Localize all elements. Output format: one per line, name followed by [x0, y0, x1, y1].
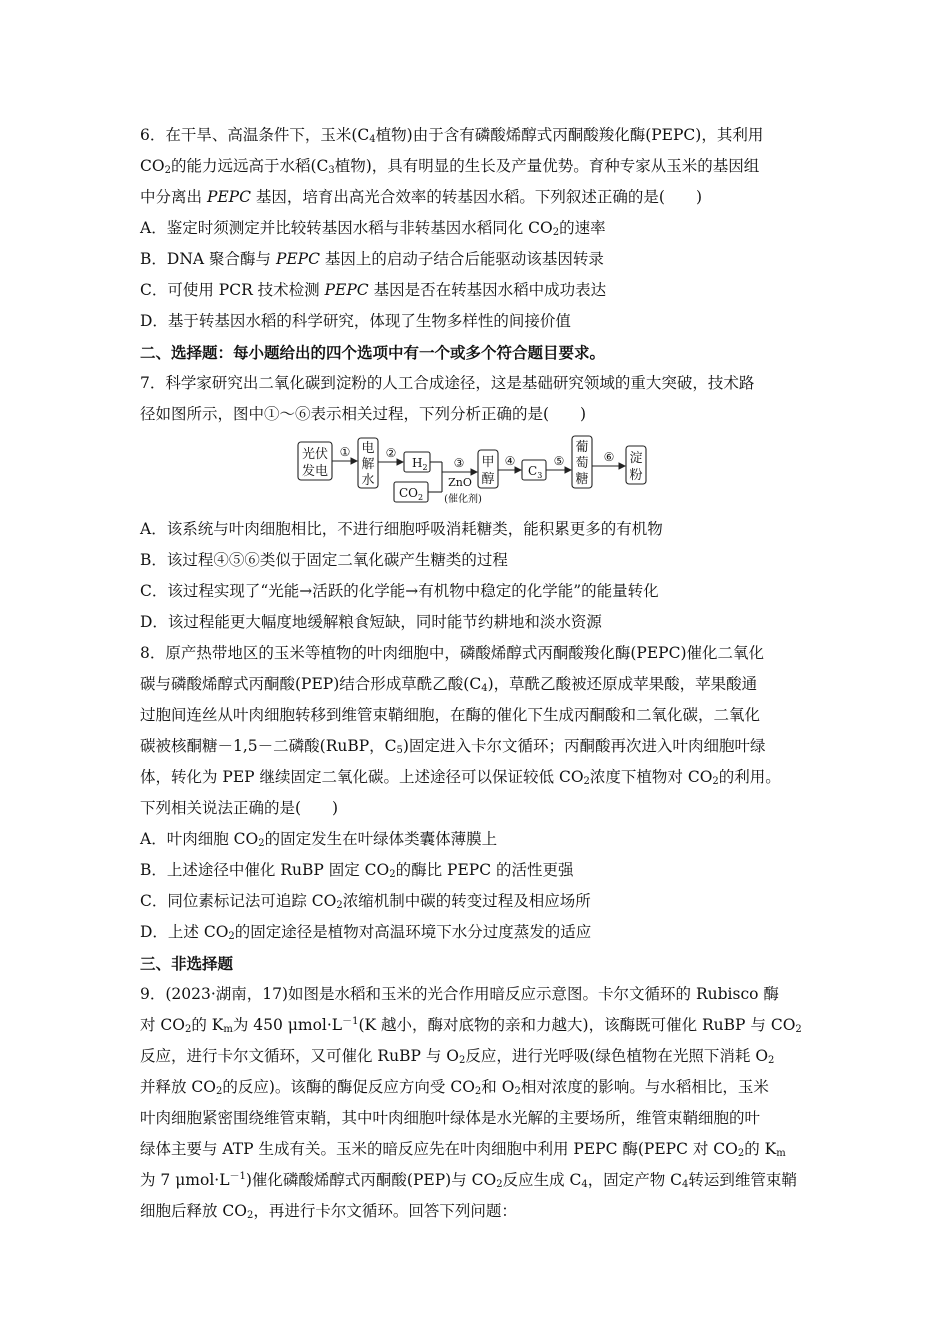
q9-stem-line-1: 9．(2023·湖南，17)如图是水稻和玉米的光合作用暗反应示意图。卡尔文循环的 Rubisco 酶 — [140, 985, 779, 1003]
q6-option-c: C．可使用 PCR 技术检测 PEPC 基因是否在转基因水稻中成功表达 — [140, 281, 607, 299]
co2-label: $CO_2$ — [399, 486, 424, 502]
step-1-label: ① — [339, 445, 351, 459]
c3-label: $C_3$ — [528, 464, 543, 480]
step-2-label: ② — [385, 446, 397, 460]
box1-line2: 发电 — [301, 464, 329, 479]
q7-pathway-diagram — [140, 432, 820, 506]
q7-option-a: A．该系统与叶肉细胞相比，不进行细胞呼吸消耗糖类，能积累更多的有机物 — [140, 520, 663, 538]
step-3-label: ③ — [453, 456, 465, 470]
q8-option-a: A．叶肉细胞 $CO_2$的固定发生在叶绿体类囊体薄膜上 — [140, 830, 498, 849]
q9-stem-line-3: 反应，进行卡尔文循环，又可催化 RuBP 与 $O_2$反应，进行光呼吸(绿色植物在光照下消耗 $O_2$ — [140, 1047, 775, 1066]
box4-line1: 甲 — [481, 455, 495, 470]
box2-line2: 解 — [361, 457, 375, 472]
q9-stem-line-4: 并释放 $CO_2$的反应)。该酶的酶促反应方向受 $CO_2$和 $O_2$相对浓度的影响。与水稻相比，玉米 — [140, 1078, 769, 1097]
q9-stem-line-7: 为 7 $\mu mol\cdot L^{-1}$)催化磷酸烯醇式丙酮酸(PEP)与 $CO_2$反应生成 $C_4$，固定产物 $C_4$转运到维管束鞘 — [140, 1171, 797, 1190]
q6-stem-line-2: $CO_2$的能力远远高于水稻($C_3$植物)，具有明显的生长及产量优势。育种专家从玉米的基因组 — [140, 157, 760, 176]
q9-stem-line-6: 绿体主要与 ATP 生成有关。玉米的暗反应先在叶肉细胞中利用 PEPC 酶(PEPC 对 $CO_2$的 $K_m$ — [140, 1140, 786, 1159]
q9-stem-line-2: 对 $CO_2$的 $K_m$为 450 $\mu mol\cdot L^{-1}(K$ 越小，酶对底物的亲和力越大)，该酶既可催化 RuBP 与 $CO_2$ — [140, 1016, 802, 1035]
q8-stem-line-3: 过胞间连丝从叶肉细胞转移到维管束鞘细胞，在酶的催化下生成丙酮酸和二氧化碳，二氧化 — [140, 706, 761, 724]
q8-stem-line-1: 8．原产热带地区的玉米等植物的叶肉细胞中，磷酸烯醇式丙酮酸羧化酶(PEPC)催化二氧化 — [140, 644, 764, 662]
q6-stem-line-3: 中分离出 PEPC 基因，培育出高光合效率的转基因水稻。下列叙述正确的是( ) — [140, 188, 703, 206]
q6-option-d: D．基于转基因水稻的科学研究，体现了生物多样性的间接价值 — [140, 312, 571, 330]
q8-option-d: D．上述 $CO_2$的固定途径是植物对高温环境下水分过度蒸发的适应 — [140, 923, 592, 942]
box6-line3: 糖 — [575, 472, 589, 487]
box7-line1: 淀 — [629, 451, 643, 466]
h2-label: $H_2$ — [412, 456, 428, 472]
q7-option-c: C．该过程实现了“光能→活跃的化学能→有机物中稳定的化学能”的能量转化 — [140, 582, 659, 600]
q6-option-a: A．鉴定时须测定并比较转基因水稻与非转基因水稻同化 $CO_2$的速率 — [140, 219, 606, 238]
q7-stem-line-1: 7．科学家研究出二氧化碳到淀粉的人工合成途径，这是基础研究领域的重大突破，技术路 — [140, 374, 755, 392]
document-page — [140, 120, 820, 1227]
q8-stem-line-5: 体，转化为 PEP 继续固定二氧化碳。上述途径可以保证较低 $CO_2$浓度下植物对 $CO_2$的利用。 — [140, 768, 781, 787]
box2-line3: 水 — [361, 473, 375, 488]
q8-stem-line-4: 碳被核酮糖－1,5－二磷酸(RuBP，$C_5$)固定进入卡尔文循环；丙酮酸再次进入叶肉细胞叶绿 — [140, 737, 766, 756]
catalyst-label: (催化剂) — [444, 494, 482, 505]
step-6-label: ⑥ — [603, 450, 615, 464]
q7-option-b: B．该过程④⑤⑥类似于固定二氧化碳产生糖类的过程 — [140, 551, 508, 569]
box7-line2: 粉 — [629, 468, 643, 483]
q8-stem-line-2: 碳与磷酸烯醇式丙酮酸(PEP)结合形成草酰乙酸$(C_4)$，草酰乙酸被还原成苹果酸，苹果酸通 — [140, 675, 758, 694]
q6-stem-line-1: 6．在干旱、高温条件下，玉米($C_4$植物)由于含有磷酸烯醇式丙酮酸羧化酶(PEPC)，其利用 — [140, 126, 764, 145]
step-5-label: ⑤ — [553, 454, 565, 468]
box4-line2: 醇 — [481, 472, 495, 487]
box6-line1: 葡 — [575, 440, 589, 455]
step-4-label: ④ — [504, 454, 516, 468]
box2-line1: 电 — [361, 441, 375, 456]
q6-option-b: B．DNA 聚合酶与 PEPC 基因上的启动子结合后能驱动该基因转录 — [140, 250, 604, 268]
q7-option-d: D．该过程能更大幅度地缓解粮食短缺，同时能节约耕地和淡水资源 — [140, 613, 602, 631]
section-3-heading: 三、非选择题 — [140, 954, 234, 973]
pathway-svg — [296, 432, 656, 506]
box6-line2: 萄 — [575, 456, 589, 471]
q7-stem-line-2: 径如图所示，图中①～⑥表示相关过程，下列分析正确的是( ) — [140, 405, 587, 423]
q8-option-c: C．同位素标记法可追踪 $CO_2$浓缩机制中碳的转变过程及相应场所 — [140, 892, 591, 911]
q8-option-b: B．上述途径中催化 RuBP 固定 $CO_2$的酶比 PEPC 的活性更强 — [140, 861, 574, 880]
q9-stem-line-5: 叶肉细胞紧密围绕维管束鞘，其中叶肉细胞叶绿体是水光解的主要场所，维管束鞘细胞的叶 — [140, 1109, 761, 1127]
section-2-heading: 二、选择题：每小题给出的四个选项中有一个或多个符合题目要求。 — [140, 343, 606, 362]
box1-line1: 光伏 — [301, 447, 329, 462]
q8-stem-line-6: 下列相关说法正确的是( ) — [140, 799, 339, 817]
q9-stem-line-8: 细胞后释放 $CO_2$，再进行卡尔文循环。回答下列问题： — [140, 1202, 517, 1221]
zno-label: ZnO — [448, 476, 472, 489]
